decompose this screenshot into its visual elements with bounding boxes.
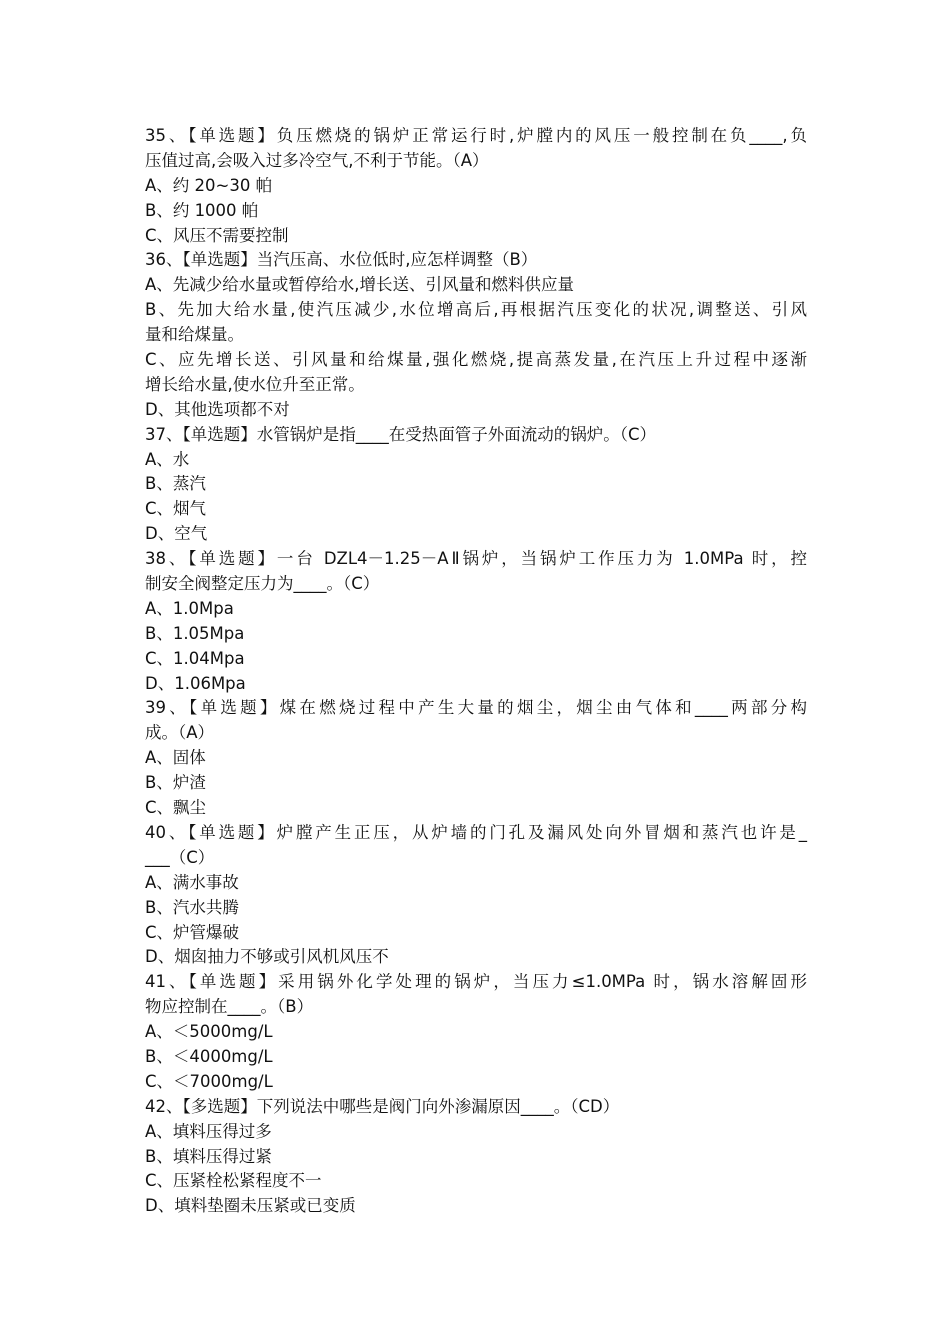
question-stem: 41、【单选题】采用锅外化学处理的锅炉，当压力≤1.0MPa 时，锅水溶解固形 bbox=[145, 972, 807, 992]
answer-option: A、填料压得过多 bbox=[145, 1121, 272, 1141]
answer-option: A、1.0Mpa bbox=[145, 598, 234, 618]
answer-option: B、＜4000mg/L bbox=[145, 1046, 273, 1066]
answer-option: C、炉管爆破 bbox=[145, 922, 240, 942]
question-list bbox=[145, 124, 807, 1219]
answer-option: B、炉渣 bbox=[145, 773, 206, 793]
question-stem-continuation: 成。（A） bbox=[145, 723, 215, 743]
answer-option: A、约 20~30 帕 bbox=[145, 175, 273, 195]
question-stem: 36、【单选题】当汽压高、水位低时,应怎样调整（B） bbox=[145, 250, 538, 270]
answer-option: A、满水事故 bbox=[145, 872, 239, 892]
answer-option-continuation: 量和给煤量。 bbox=[145, 325, 244, 345]
answer-option: D、空气 bbox=[145, 524, 208, 544]
answer-option: A、固体 bbox=[145, 748, 206, 768]
question-stem: 42、【多选题】下列说法中哪些是阀门向外渗漏原因____。（CD） bbox=[145, 1096, 620, 1116]
answer-option: B、1.05Mpa bbox=[145, 623, 245, 643]
answer-option: A、水 bbox=[145, 449, 190, 469]
question-stem: 39、【单选题】煤在燃烧过程中产生大量的烟尘，烟尘由气体和____两部分构 bbox=[145, 698, 807, 718]
answer-option: D、烟囱抽力不够或引风机风压不 bbox=[145, 947, 389, 967]
answer-option: C、应先增长送、引风量和给煤量,强化燃烧,提高蒸发量,在汽压上升过程中逐渐 bbox=[145, 350, 807, 370]
answer-option: D、填料垫圈未压紧或已变质 bbox=[145, 1196, 356, 1216]
answer-option: A、＜5000mg/L bbox=[145, 1022, 273, 1042]
answer-option: C、风压不需要控制 bbox=[145, 225, 289, 245]
answer-option-continuation: 增长给水量,使水位升至正常。 bbox=[145, 374, 365, 394]
answer-option: C、＜7000mg/L bbox=[145, 1071, 273, 1091]
question-stem-continuation: 压值过高,会吸入过多冷空气,不利于节能。（A） bbox=[145, 150, 489, 170]
question-stem-continuation: 制安全阀整定压力为____。（C） bbox=[145, 574, 380, 594]
question-stem-continuation: 物应控制在____。（B） bbox=[145, 997, 314, 1017]
question-stem: 37、【单选题】水管锅炉是指____在受热面管子外面流动的锅炉。（C） bbox=[145, 424, 657, 444]
question-stem: 35、【单选题】负压燃烧的锅炉正常运行时,炉膛内的风压一般控制在负____,负 bbox=[145, 126, 807, 145]
answer-option: D、1.06Mpa bbox=[145, 673, 246, 693]
answer-option: C、1.04Mpa bbox=[145, 648, 245, 668]
answer-option: B、蒸汽 bbox=[145, 474, 206, 494]
question-stem-continuation: ___（C） bbox=[145, 847, 215, 867]
answer-option: C、压紧栓松紧程度不一 bbox=[145, 1171, 322, 1191]
question-stem: 38、【单选题】一台 DZL4－1.25－AⅡ锅炉，当锅炉工作压力为 1.0MPa 时，控 bbox=[145, 549, 807, 569]
answer-option: C、烟气 bbox=[145, 499, 207, 519]
answer-option: B、约 1000 帕 bbox=[145, 200, 259, 220]
answer-option: B、汽水共腾 bbox=[145, 897, 239, 917]
answer-option: C、飘尘 bbox=[145, 798, 207, 818]
answer-option: A、先减少给水量或暂停给水,增长送、引风量和燃料供应量 bbox=[145, 275, 575, 295]
question-stem: 40、【单选题】炉膛产生正压，从炉墙的门孔及漏风处向外冒烟和蒸汽也许是_ bbox=[145, 822, 807, 842]
answer-option: D、其他选项都不对 bbox=[145, 399, 290, 419]
answer-option: B、填料压得过紧 bbox=[145, 1146, 272, 1166]
answer-option: B、先加大给水量,使汽压减少,水位增高后,再根据汽压变化的状况,调整送、引风 bbox=[145, 300, 807, 320]
